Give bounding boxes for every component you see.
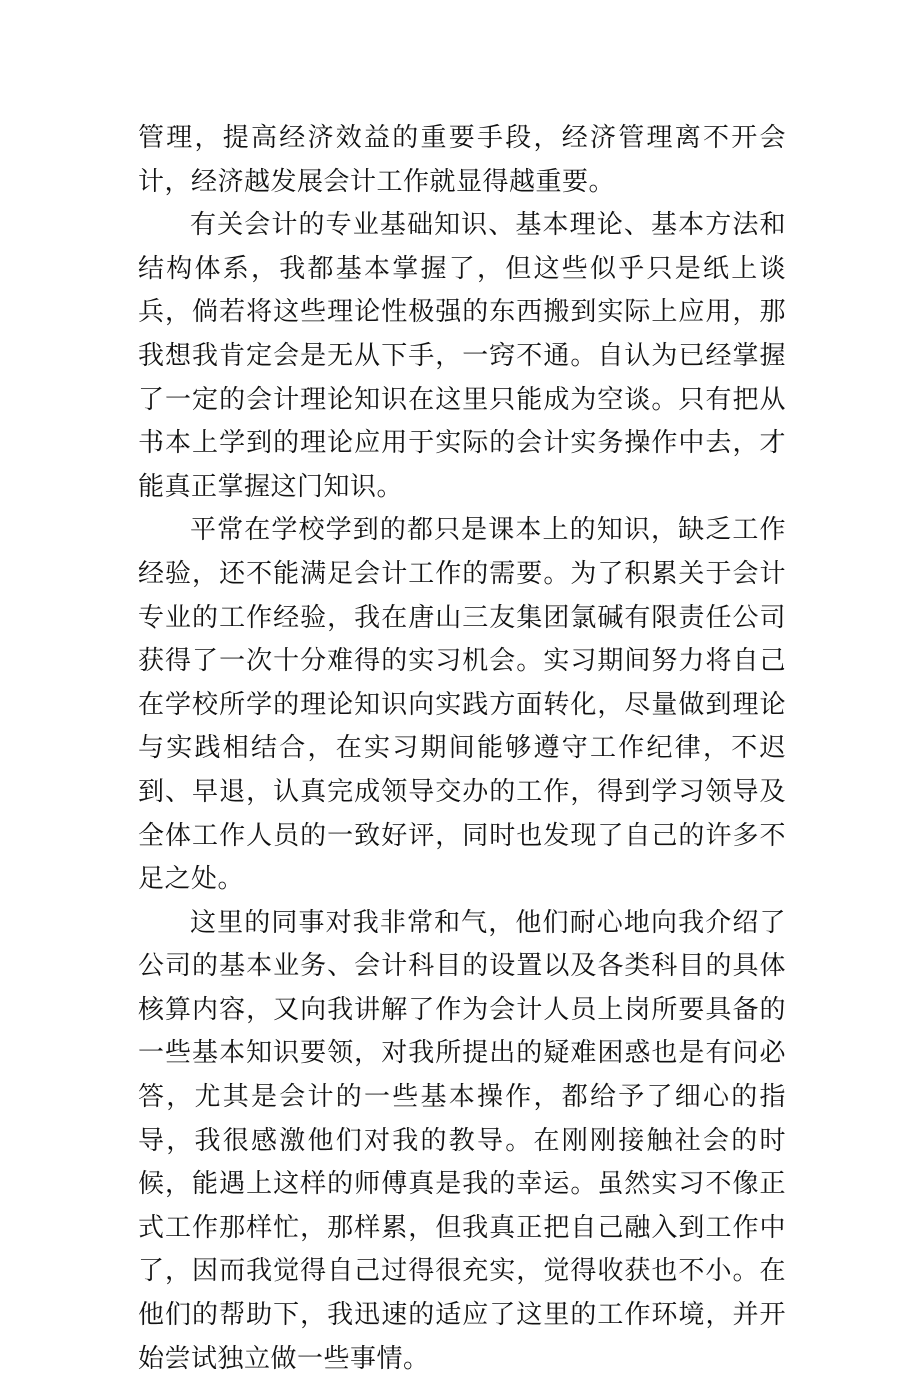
document-body <box>138 117 786 1381</box>
paragraph-4: 这里的同事对我非常和气，他们耐心地向我介绍了公司的基本业务、会计科目的设置以及各类科目的具体核算内容，又向我讲解了作为会计人员上岗所要具备的一些基本知识要领，对我所提出的疑难困惑也是有问必答，尤其是会计的一些基本操作，都给予了细心的指导，我很感激他们对我的教导。在刚刚接触社会的时候，能遇上这样的师傅真是我的幸运。虽然实习不像正式工作那样忙，那样累，但我真正把自己融入到工作中了，因而我觉得自己过得很充实，觉得收获也不小。在他们的帮助下，我迅速的适应了这里的工作环境，并开始尝试独立做一些事情。 <box>138 907 786 1374</box>
paragraph-2: 有关会计的专业基础知识、基本理论、基本方法和结构体系，我都基本掌握了，但这些似乎只是纸上谈兵，倘若将这些理论性极强的东西搬到实际上应用，那我想我肯定会是无从下手，一窍不通。自认为已经掌握了一定的会计理论知识在这里只能成为空谈。只有把从书本上学到的理论应用于实际的会计实务操作中去，才能真正掌握这门知识。 <box>138 210 786 502</box>
paragraph-3: 平常在学校学到的都只是课本上的知识，缺乏工作经验，还不能满足会计工作的需要。为了积累关于会计专业的工作经验，我在唐山三友集团氯碱有限责任公司获得了一次十分难得的实习机会。实习期间努力将自己在学校所学的理论知识向实践方面转化，尽量做到理论与实践相结合，在实习期间能够遵守工作纪律，不迟到、早退，认真完成领导交办的工作，得到学习领导及全体工作人员的一致好评，同时也发现了自己的许多不足之处。 <box>138 515 786 895</box>
paragraph-1: 管理，提高经济效益的重要手段，经济管理离不开会计，经济越发展会计工作就显得越重要。 <box>138 123 786 197</box>
